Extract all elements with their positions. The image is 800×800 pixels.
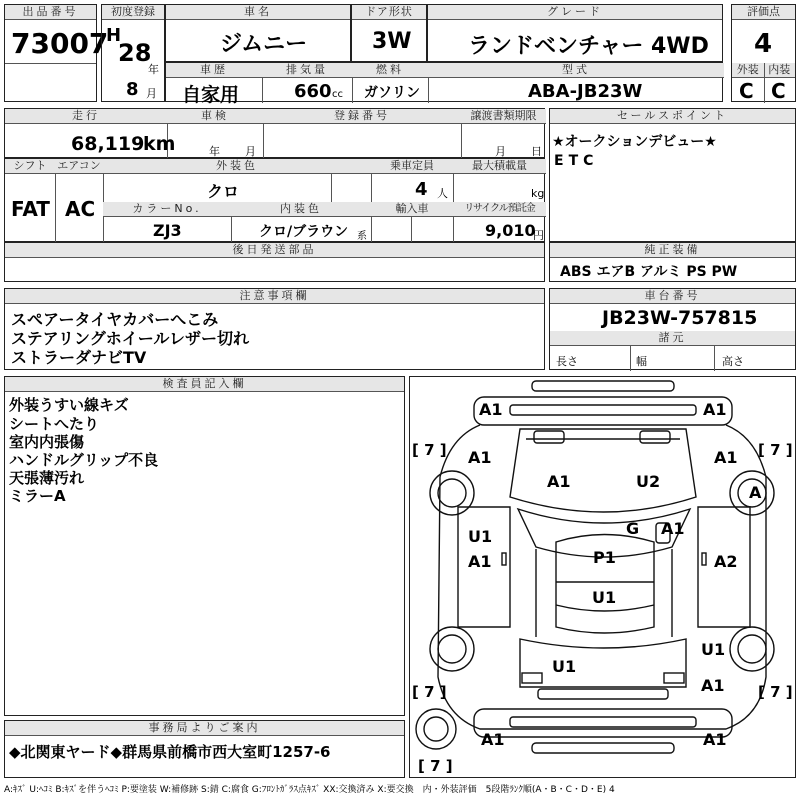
registration-number-header: 登録番号 [263, 109, 461, 124]
mark-hood-right: U2 [636, 472, 661, 491]
genuine-equipment: ABS エアB アルミ PS PW [560, 264, 738, 280]
exterior-color: クロ [207, 182, 240, 201]
capacity: 4 [415, 179, 428, 200]
color-number-header: カラーNo. [103, 202, 231, 217]
inspection-month-unit: 月 [245, 145, 256, 158]
grade: ランドベンチャー 4WD [468, 34, 709, 59]
first-registration-box [101, 4, 165, 102]
fuel-header: 燃料 [352, 63, 428, 78]
legend: A:ｷｽﾞ U:ﾍｺﾐ B:ｷｽﾞを伴うﾍｺﾐ P:要塗装 W:補修跡 S:錆 C:腐食 G:ﾌﾛﾝﾄｶﾞﾗｽ点ｷｽﾞ XX:交換済み X:要交換 内・外装評価 5段階ﾗﾝｸ順(A・B・C・D・E) 4 [4, 785, 615, 795]
door-box [351, 4, 427, 62]
office-notice-header: 事務局よりご案内 [5, 721, 404, 736]
damage-diagram-box [409, 376, 796, 778]
mark-door-rl: U1 [552, 657, 577, 676]
lot-number-box [4, 4, 109, 102]
interior-color-suffix: 系 [357, 231, 367, 242]
office-notice-box [4, 720, 405, 778]
interior-grade: C [771, 79, 786, 103]
tire-fl: [ 7 ] [412, 441, 447, 459]
recycle-unit: 円 [533, 229, 544, 242]
model-name-header: 車名 [166, 5, 350, 20]
interior-color: クロ/ブラウン [259, 224, 349, 240]
chassis-number: JB23W-757815 [602, 307, 758, 329]
mark-door-fr: A2 [714, 552, 738, 571]
inspector-note-4: ハンドルグリップ不良 [9, 451, 159, 469]
mark-quarter-rr-u: U1 [701, 640, 726, 659]
mark-front-left: A1 [479, 400, 503, 419]
mark-glass: G [626, 519, 640, 538]
model-code: ABA-JB23W [528, 81, 643, 102]
chassis-box [549, 288, 796, 370]
import-header: 輸入車 [371, 202, 453, 217]
year-unit: 年 [148, 63, 159, 76]
shift: FAT [11, 197, 50, 221]
history-row [165, 62, 723, 106]
mileage-row [4, 108, 545, 158]
mark-door-fl-a: A1 [468, 552, 492, 571]
transfer-doc-header: 譲渡書類期限 [461, 109, 546, 124]
note-2: ステアリングホイールレザー切れ [11, 329, 250, 348]
model-name: ジムニー [220, 32, 308, 57]
history: 自家用 [182, 84, 240, 106]
specs-header: 諸元 [550, 331, 795, 346]
mark-rear-left: A1 [481, 730, 505, 749]
chassis-header: 車台番号 [550, 289, 795, 304]
grade-header: グレード [428, 5, 722, 20]
sales-point-1: ★オークションデビュー★ [552, 134, 717, 150]
tire-spare: [ 7 ] [418, 757, 453, 775]
history-header: 車歴 [166, 63, 262, 78]
capacity-unit: 人 [437, 187, 448, 200]
door-header: ドア形状 [352, 5, 426, 20]
note-1: スペアータイヤカバーへこみ [11, 310, 219, 329]
sales-point-2: ETC [554, 153, 599, 169]
inspection-year-unit: 年 [209, 145, 220, 158]
transfer-day-unit: 日 [531, 145, 542, 158]
interior-color-header: 内装色 [231, 202, 371, 217]
inspector-box [4, 376, 405, 716]
mark-roof-rear: U1 [592, 588, 617, 607]
mark-fender-fr: A1 [714, 448, 738, 467]
aircon-header: エアコン [55, 159, 103, 174]
exterior-color-header: 外装色 [103, 159, 371, 174]
inspector-header: 検査員記入欄 [5, 377, 404, 392]
recycle-fee: 9,010 [485, 221, 536, 240]
spec-length: 長さ [556, 355, 578, 368]
inspector-note-6: ミラーA [9, 487, 66, 505]
genuine-equipment-header: 純正装備 [550, 243, 795, 258]
model-name-box [165, 4, 351, 62]
grade-box [427, 4, 723, 62]
inspection-header: 車検 [167, 109, 263, 124]
overall-score: 4 [754, 29, 773, 59]
month-unit: 月 [146, 87, 157, 100]
sales-point-header: セールスポイント [550, 109, 795, 124]
genuine-equipment-box [549, 242, 796, 282]
score-box [731, 4, 796, 102]
spec-width: 幅 [636, 355, 647, 368]
later-shipping-header: 後日発送部品 [5, 243, 544, 258]
aircon: AC [65, 197, 96, 221]
era-letter: H [106, 25, 122, 46]
office-notice: ◆北関東ヤード◆群馬県前橋市西大室町1257-6 [9, 743, 331, 761]
tire-rl: [ 7 ] [412, 683, 447, 701]
capacity-header: 乗車定員 [371, 159, 453, 174]
sales-point-box [549, 108, 796, 242]
recycle-header: リサイクル預託金 [453, 202, 546, 217]
tire-fr: [ 7 ] [758, 441, 793, 459]
car-outline-diagram [410, 377, 795, 777]
exterior-grade: C [739, 79, 754, 103]
transfer-month-unit: 月 [495, 145, 506, 158]
door-type: 3W [372, 29, 412, 54]
mark-quarter-rr-a: A1 [701, 676, 725, 695]
mark-hood-left: A1 [547, 472, 571, 491]
lot-number-header: 出品番号 [5, 5, 96, 20]
fuel: ガソリン [364, 85, 420, 101]
mileage-unit: km [143, 133, 176, 155]
max-load-unit: kg [531, 187, 545, 200]
mileage-header: 走行 [5, 109, 167, 124]
mark-door-fl-u: U1 [468, 527, 493, 546]
mark-roof: P1 [593, 548, 616, 567]
displacement: 660 [294, 81, 332, 102]
max-load-header: 最大積載量 [453, 159, 546, 174]
lot-number: 73007 [11, 27, 109, 60]
mark-rear-right: A1 [703, 730, 727, 749]
mark-front-right: A1 [703, 400, 727, 419]
displacement-unit: cc [332, 89, 343, 100]
note-3: ストラーダナビTV [11, 348, 147, 367]
registration-month: 8 [126, 79, 139, 100]
tire-rr: [ 7 ] [758, 683, 793, 701]
inspector-note-3: 室内内張傷 [9, 433, 85, 451]
notes-box [4, 288, 545, 370]
spec-height: 高さ [722, 355, 744, 368]
interior-header: 内装 [764, 63, 796, 78]
mark-pillar-right: A1 [661, 519, 685, 538]
mark-fender-fl: A1 [468, 448, 492, 467]
model-code-header: 型式 [428, 63, 724, 78]
inspector-note-2: シートへたり [9, 415, 100, 433]
inspector-note-1: 外装うすい線キズ [9, 396, 129, 414]
color-number: ZJ3 [153, 221, 182, 240]
later-shipping-box [4, 242, 545, 282]
registration-year: 28 [118, 39, 152, 67]
exterior-header: 外装 [732, 63, 764, 78]
notes-header: 注意事項欄 [5, 289, 544, 304]
mileage: 68,119 [71, 133, 145, 155]
first-registration-header: 初度登録 [102, 5, 164, 20]
shift-header: シフト [5, 159, 55, 174]
inspector-note-5: 天張薄汚れ [9, 469, 85, 487]
displacement-header: 排気量 [262, 63, 352, 78]
score-header: 評価点 [732, 5, 795, 20]
mark-mirror-right: A [749, 483, 762, 502]
details-block [4, 158, 545, 242]
